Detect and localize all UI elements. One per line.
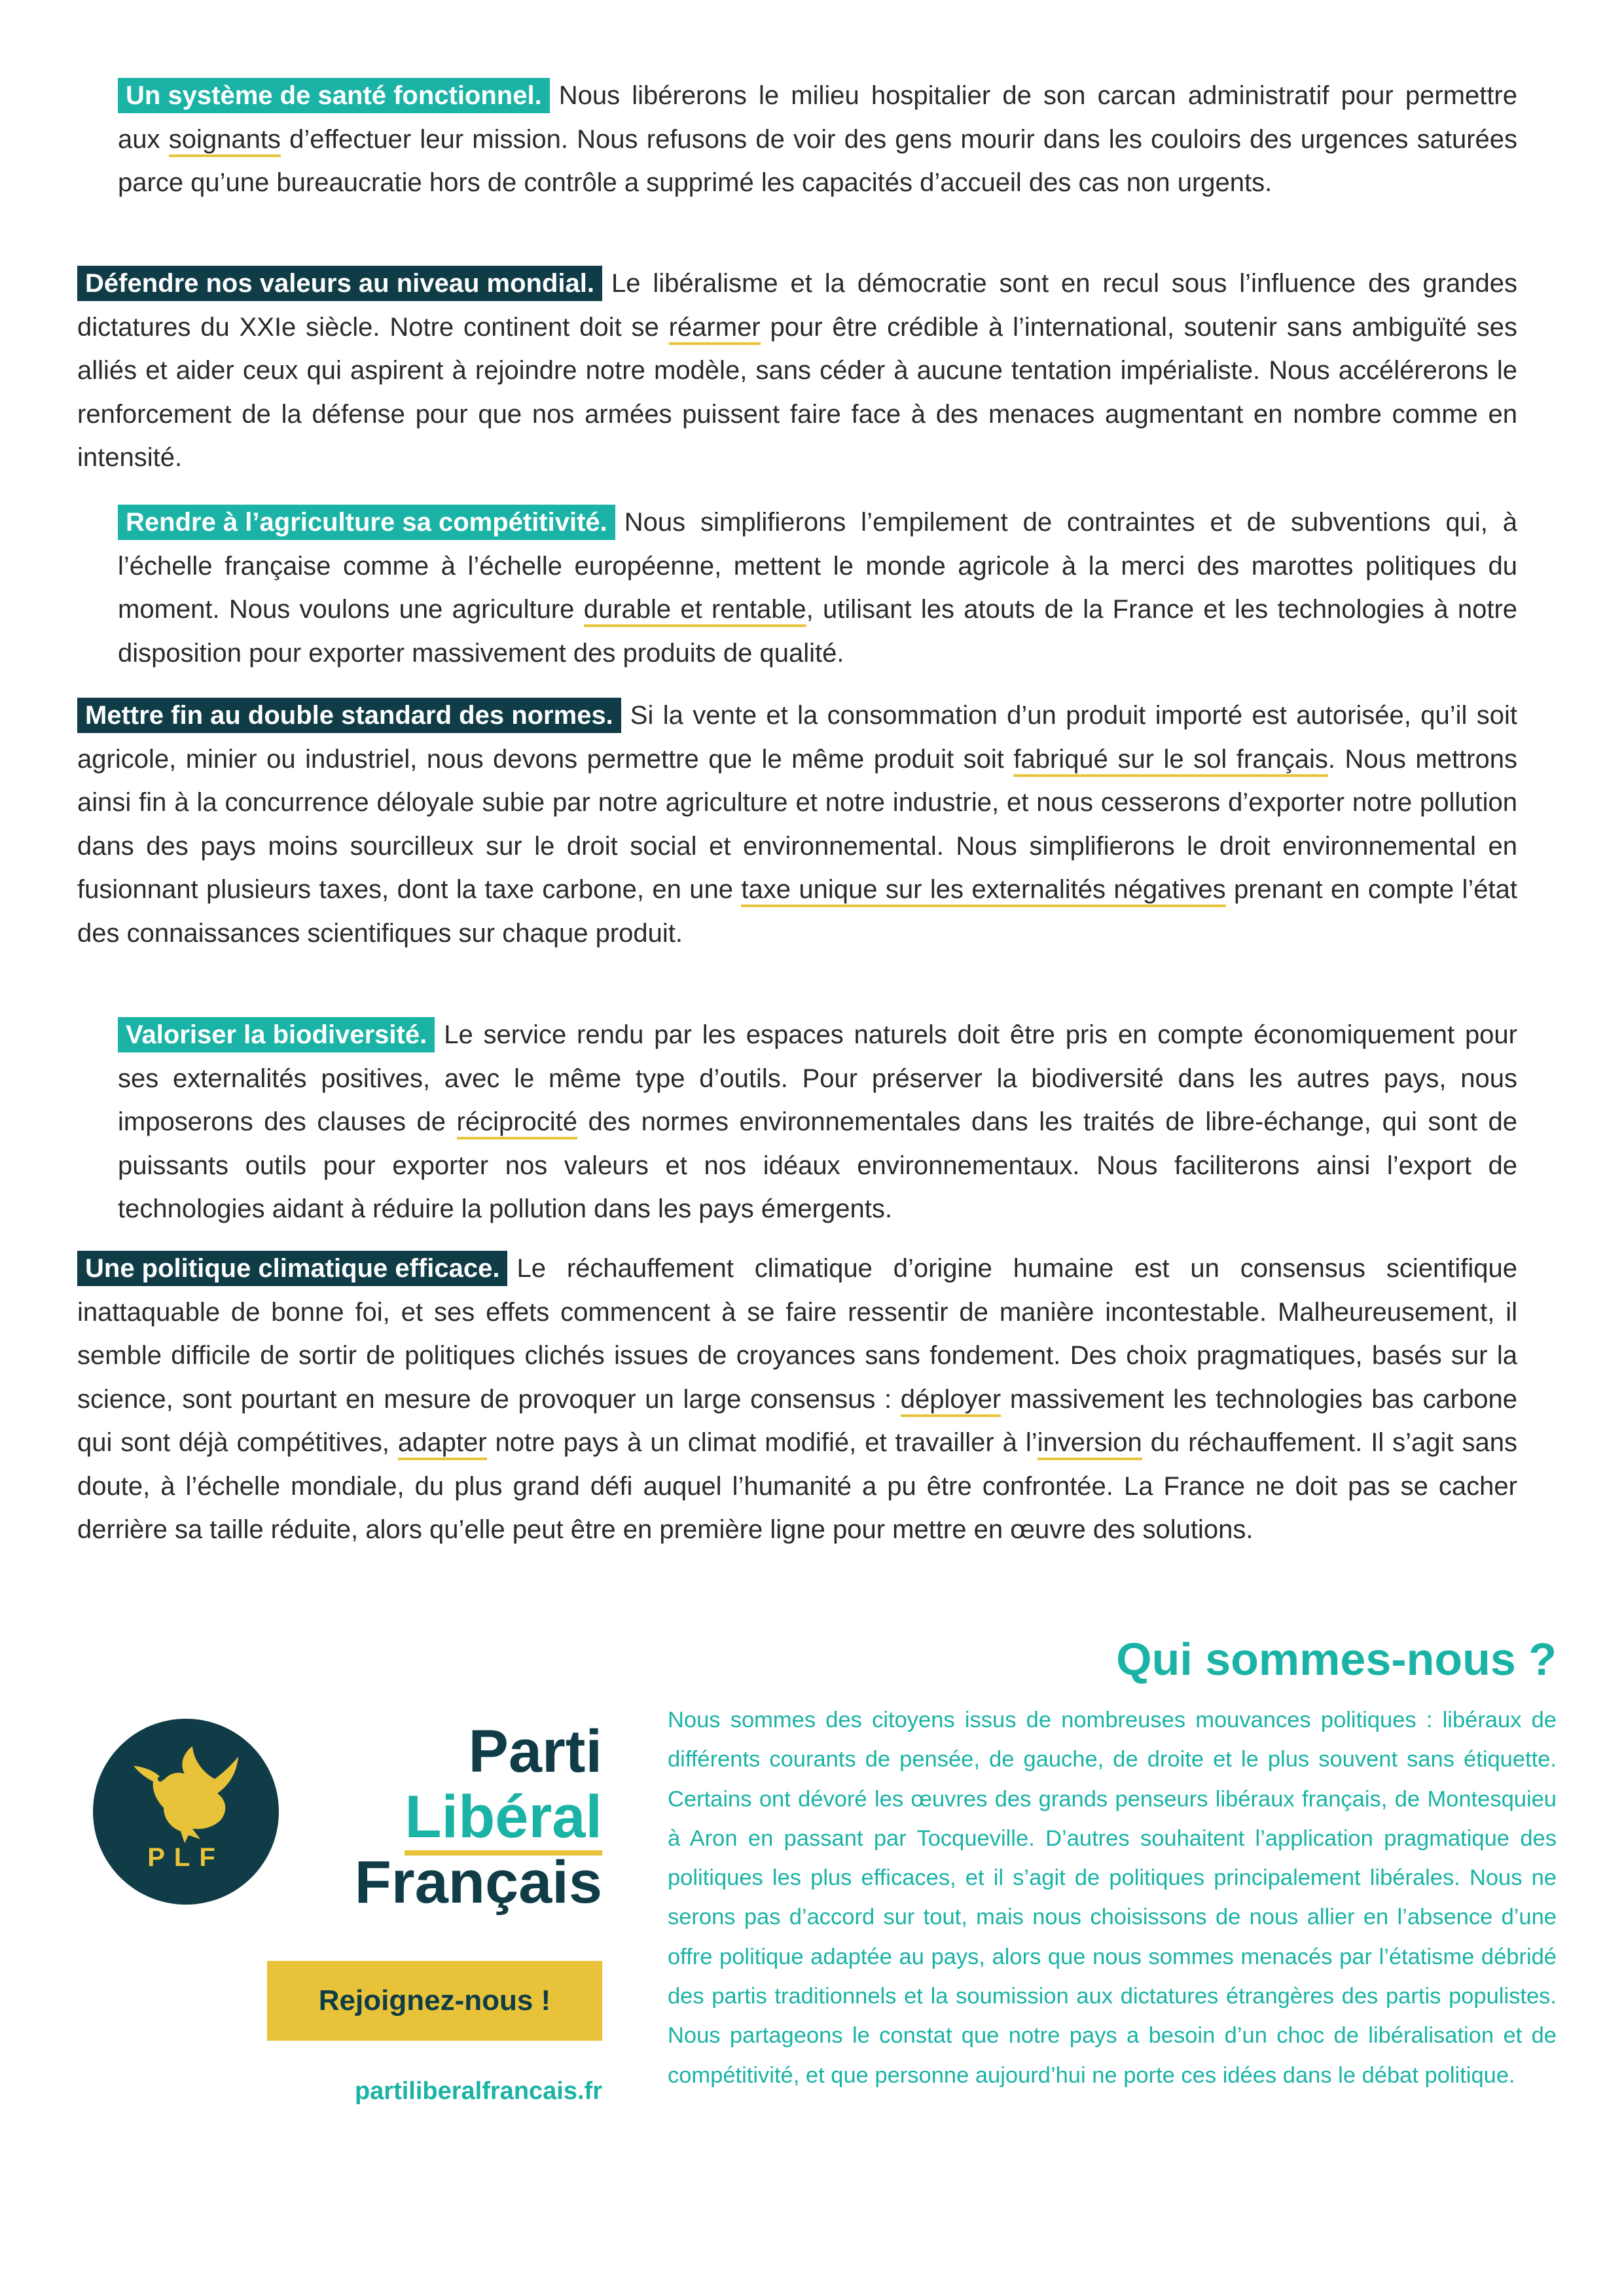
section-title: Valoriser la biodiversité. <box>118 1017 435 1052</box>
website-link[interactable]: partiliberalfrancais.fr <box>354 2077 602 2105</box>
section-biodiversite <box>118 1013 1517 1231</box>
section-sante <box>118 74 1517 205</box>
underlined-keyword: inversion <box>1038 1428 1142 1460</box>
brand-name-line2-text: Libéral <box>405 1784 602 1856</box>
brand-name-line3: Français <box>354 1849 602 1916</box>
section-text: Le libéralisme et la démocratie sont en recul sous l’influence des grandes dictatures du XXIe siècle. Notre continent doit se <box>77 269 1517 342</box>
section-text: du réchauffement. Il s’agit sans doute, à l’échelle mondiale, du plus grand défi auquel l’humanité a pu être confrontée. La France ne doit pas se cacher derrière sa taille réduite, alors qu’elle peut être en première ligne pour mettre en œuvre des solutions. <box>77 1428 1518 1544</box>
section-agriculture <box>118 501 1517 675</box>
plf-logo <box>93 1719 279 1905</box>
section-title: Mettre fin au double standard des normes. <box>77 698 621 733</box>
section-text: Le service rendu par les espaces naturels doit être pris en compte économiquement pour ses externalités positives, avec le même type d’outils. Pour préserver la biodiversité dans les autres pays, nous imposerons des clauses de <box>118 1020 1517 1136</box>
section-text: prenant en compte l’état des connaissances scientifiques sur chaque produit. <box>77 875 1517 948</box>
underlined-keyword: fabriqué sur le sol français <box>1013 745 1328 777</box>
section-text: massivement les technologies bas carbone qui sont déjà compétitives, <box>77 1384 1517 1457</box>
section-title: Défendre nos valeurs au niveau mondial. <box>77 266 602 301</box>
section-text: Nous libérerons le milieu hospitalier de son carcan administratif pour permettre aux <box>118 81 1517 154</box>
brand-name-line1: Parti <box>468 1718 602 1785</box>
underlined-keyword: déployer <box>901 1385 1001 1417</box>
underlined-keyword: durable et rentable <box>584 595 806 627</box>
underlined-keyword: réciprocité <box>457 1107 578 1139</box>
underlined-keyword: réarmer <box>669 313 761 345</box>
section-text: . Nous mettrons ainsi fin à la concurrence déloyale subie par notre agriculture et notre industrie, et nous cesserons d’exporter notre pollution dans des pays moins sourcilleux sur le droit social et environnemental. Nous simplifierons le droit environnemental en fusionnant plusieurs taxes, dont la taxe carbone, en une <box>77 744 1517 904</box>
section-text: pour être crédible à l’international, soutenir sans ambiguïté ses alliés et aider ceux qui aspirent à rejoindre notre modèle, sans céder à aucune tentation impérialiste. Nous accélérerons le renforcement de la défense pour que nos armées puissent faire face à des menaces augmentant en nombre comme en intensité. <box>77 312 1518 472</box>
underlined-keyword: soignants <box>169 125 281 157</box>
section-climat <box>77 1247 1517 1552</box>
section-text: Nous simplifierons l’empilement de contraintes et de subventions qui, à l’échelle française comme à l’échelle européenne, mettent le monde agricole à la merci des marottes politiques du moment. Nous voulons une agriculture <box>118 508 1517 624</box>
section-text: des normes environnementales dans les traités de libre-échange, qui sont de puissants outils pour exporter nos valeurs et nos idéaux environnementaux. Nous faciliterons ainsi l’export de technologies aidant à réduire la pollution dans les pays émergents. <box>118 1107 1517 1223</box>
section-title: Une politique climatique efficace. <box>77 1251 507 1286</box>
section-normes <box>77 694 1517 955</box>
section-text: notre pays à un climat modifié, et travailler à l’ <box>486 1428 1038 1457</box>
underlined-keyword: adapter <box>398 1428 487 1460</box>
section-valeurs <box>77 262 1517 480</box>
about-text: Nous sommes des citoyens issus de nombreuses mouvances politiques : libéraux de différents courants de pensée, de gauche, de droite et le plus souvent sans étiquette. Certains ont dévoré les œuvres des grands penseurs libéraux français, de Montesquieu à Aron en passant par Tocqueville. D’autres souhaitent l’application pragmatique des politiques les plus efficaces, et il s’agit de politiques principalement libérales. Nous ne serons pas d’accord sur tout, mais nous choisissons de nous allier en l’absence d’une offre politique adaptée au pays, alors que nous sommes menacés par l’étatisme débridé des partis traditionnels et la soumission aux dictatures étrangères des partis populistes. Nous partageons le constat que notre pays a besoin d’un choc de libéralisation et de compétitivité, et que personne aujourd’hui ne porte ces idées dans le débat politique. <box>668 1708 1557 2088</box>
section-text: , utilisant les atouts de la France et les technologies à notre disposition pour exporter massivement des produits de qualité. <box>118 595 1518 668</box>
about-title: Qui sommes-nous ? <box>1116 1634 1557 1685</box>
section-text: d’effectuer leur mission. Nous refusons de voir des gens mourir dans les couloirs des urgences saturées parce qu’une bureaucratie hors de contrôle a supprimé les capacités d’accueil des cas non urgents. <box>118 124 1518 197</box>
section-title: Rendre à l’agriculture sa compétitivité. <box>118 505 615 540</box>
logo-initials: PLF <box>147 1843 225 1872</box>
underlined-keyword: taxe unique sur les externalités négatives <box>741 875 1225 907</box>
section-title: Un système de santé fonctionnel. <box>118 78 550 113</box>
section-text: Si la vente et la consommation d’un produit importé est autorisée, qu’il soit agricole, minier ou industriel, nous devons permettre que le même produit soit <box>77 701 1517 774</box>
brand-name-line2 <box>327 1784 602 1850</box>
join-button[interactable]: Rejoignez-nous ! <box>267 1961 602 2041</box>
bird-icon <box>93 1719 279 1905</box>
section-text: Le réchauffement climatique d’origine humaine est un consensus scientifique inattaquable de bonne foi, et ses effets commencent à se faire ressentir de manière incontestable. Malheureusement, il semble difficile de sortir de politiques clichés issues de croyances sans fondement. Des choix pragmatiques, basés sur la science, sont pourtant en mesure de provoquer un large consensus : <box>77 1254 1517 1414</box>
